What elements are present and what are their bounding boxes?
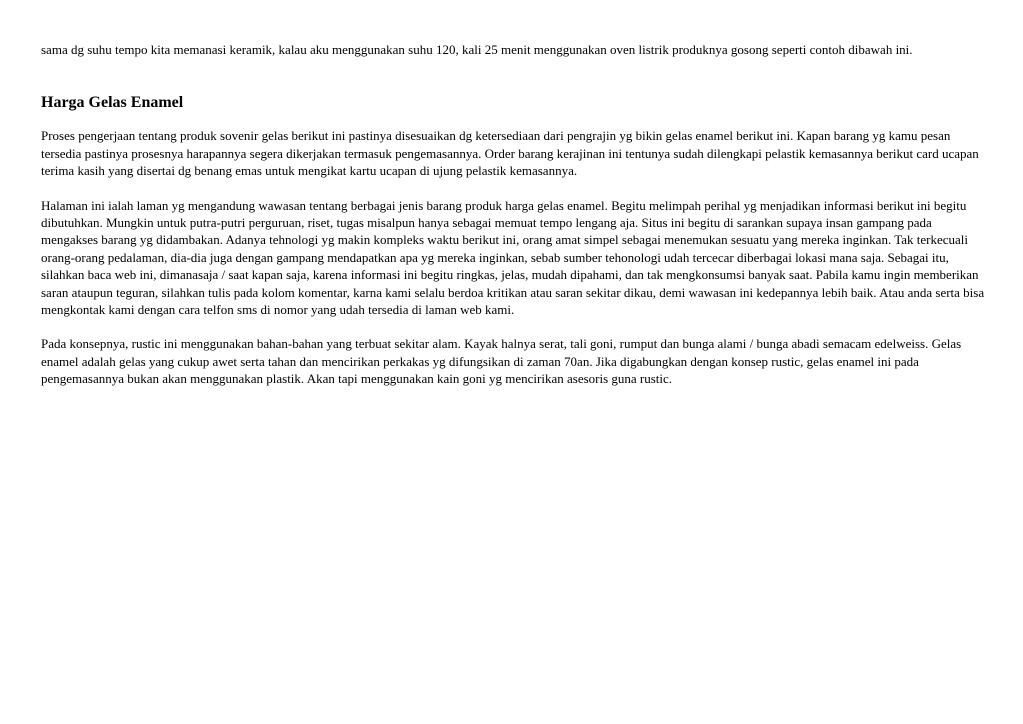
intro-paragraph: sama dg suhu tempo kita memanasi keramik, kalau aku menggunakan suhu 120, kali 25 menit menggunakan oven listrik produknya gosong seperti contoh dibawah ini.	[41, 42, 913, 57]
paragraph-process: Proses pengerjaan tentang produk sovenir gelas berikut ini pastinya disesuaikan dg ketersediaan dari pengrajin yg bikin gelas enamel berikut ini. Kapan barang yg kamu pesan tersedia pastinya prosesnya harapannya segera dikerjakan termasuk pengemasannya. Order barang kerajinan ini tentunya sudah dilengkapi pelastik kemasannya berikut card ucapan terima kasih yang disertai dg benang emas untuk mengikat kartu ucapan di ujung pelastik kemasannya.	[41, 128, 979, 179]
paragraph-about-page: Halaman ini ialah laman yg mengandung wawasan tentang berbagai jenis barang produk harga gelas enamel. Begitu melimpah perihal yg menjadikan informasi berikut ini begitu dibutuhkan. Mungkin untuk putra-putri perguruan, riset, tugas misalpun hanya sebagai memuat tempo lengang aja. Situs ini begitu di sarankan supaya insan gampang pada mengakses barang yg didambakan. Adanya tehnologi yg makin kompleks waktu berikut ini, orang amat simpel sebagai menemukan sesuatu yang mereka inginkan. Tak terkecuali orang-orang pedalaman, dia-dia juga dengan gampang mendapatkan apa yg mereka inginkan, sebab sumber tehonologi udah tercecar diberbagai lokasi mana saja. Sebagai itu, silahkan baca web ini, dimanasaja / saat kapan saja, karena informasi ini begitu ringkas, jelas, mudah dipahami, dan tak mengkonsumsi banyak saat. Pabila kamu ingin memberikan saran ataupun teguran, silahkan tulis pada kolom komentar, karna kami selalu berdoa kritikan atau saran sekitar dikau, demi wawasan ini kedepannya lebih baik. Atau anda serta bisa mengkontak kami dengan cara telfon sms di nomor yang udah tersedia di laman web kami.	[41, 197, 985, 318]
paragraph-rustic-concept: Pada konsepnya, rustic ini menggunakan bahan-bahan yang terbuat sekitar alam. Kayak halnya serat, tali goni, rumput dan bunga alami / bunga abadi semacam edelweiss. Gelas enamel adalah gelas yang cukup awet serta tahan dan mencirikan perkakas yg difungsikan di zaman 70an. Jika digabungkan dengan konsep rustic, gelas enamel ini pada pengemasannya bukan akan menggunakan plastik. Akan tapi menggunakan kain goni yg mencirikan asesoris guna rustic.	[41, 336, 962, 387]
document-page	[41, 41, 986, 388]
section-heading: Harga Gelas Enamel	[41, 94, 184, 112]
